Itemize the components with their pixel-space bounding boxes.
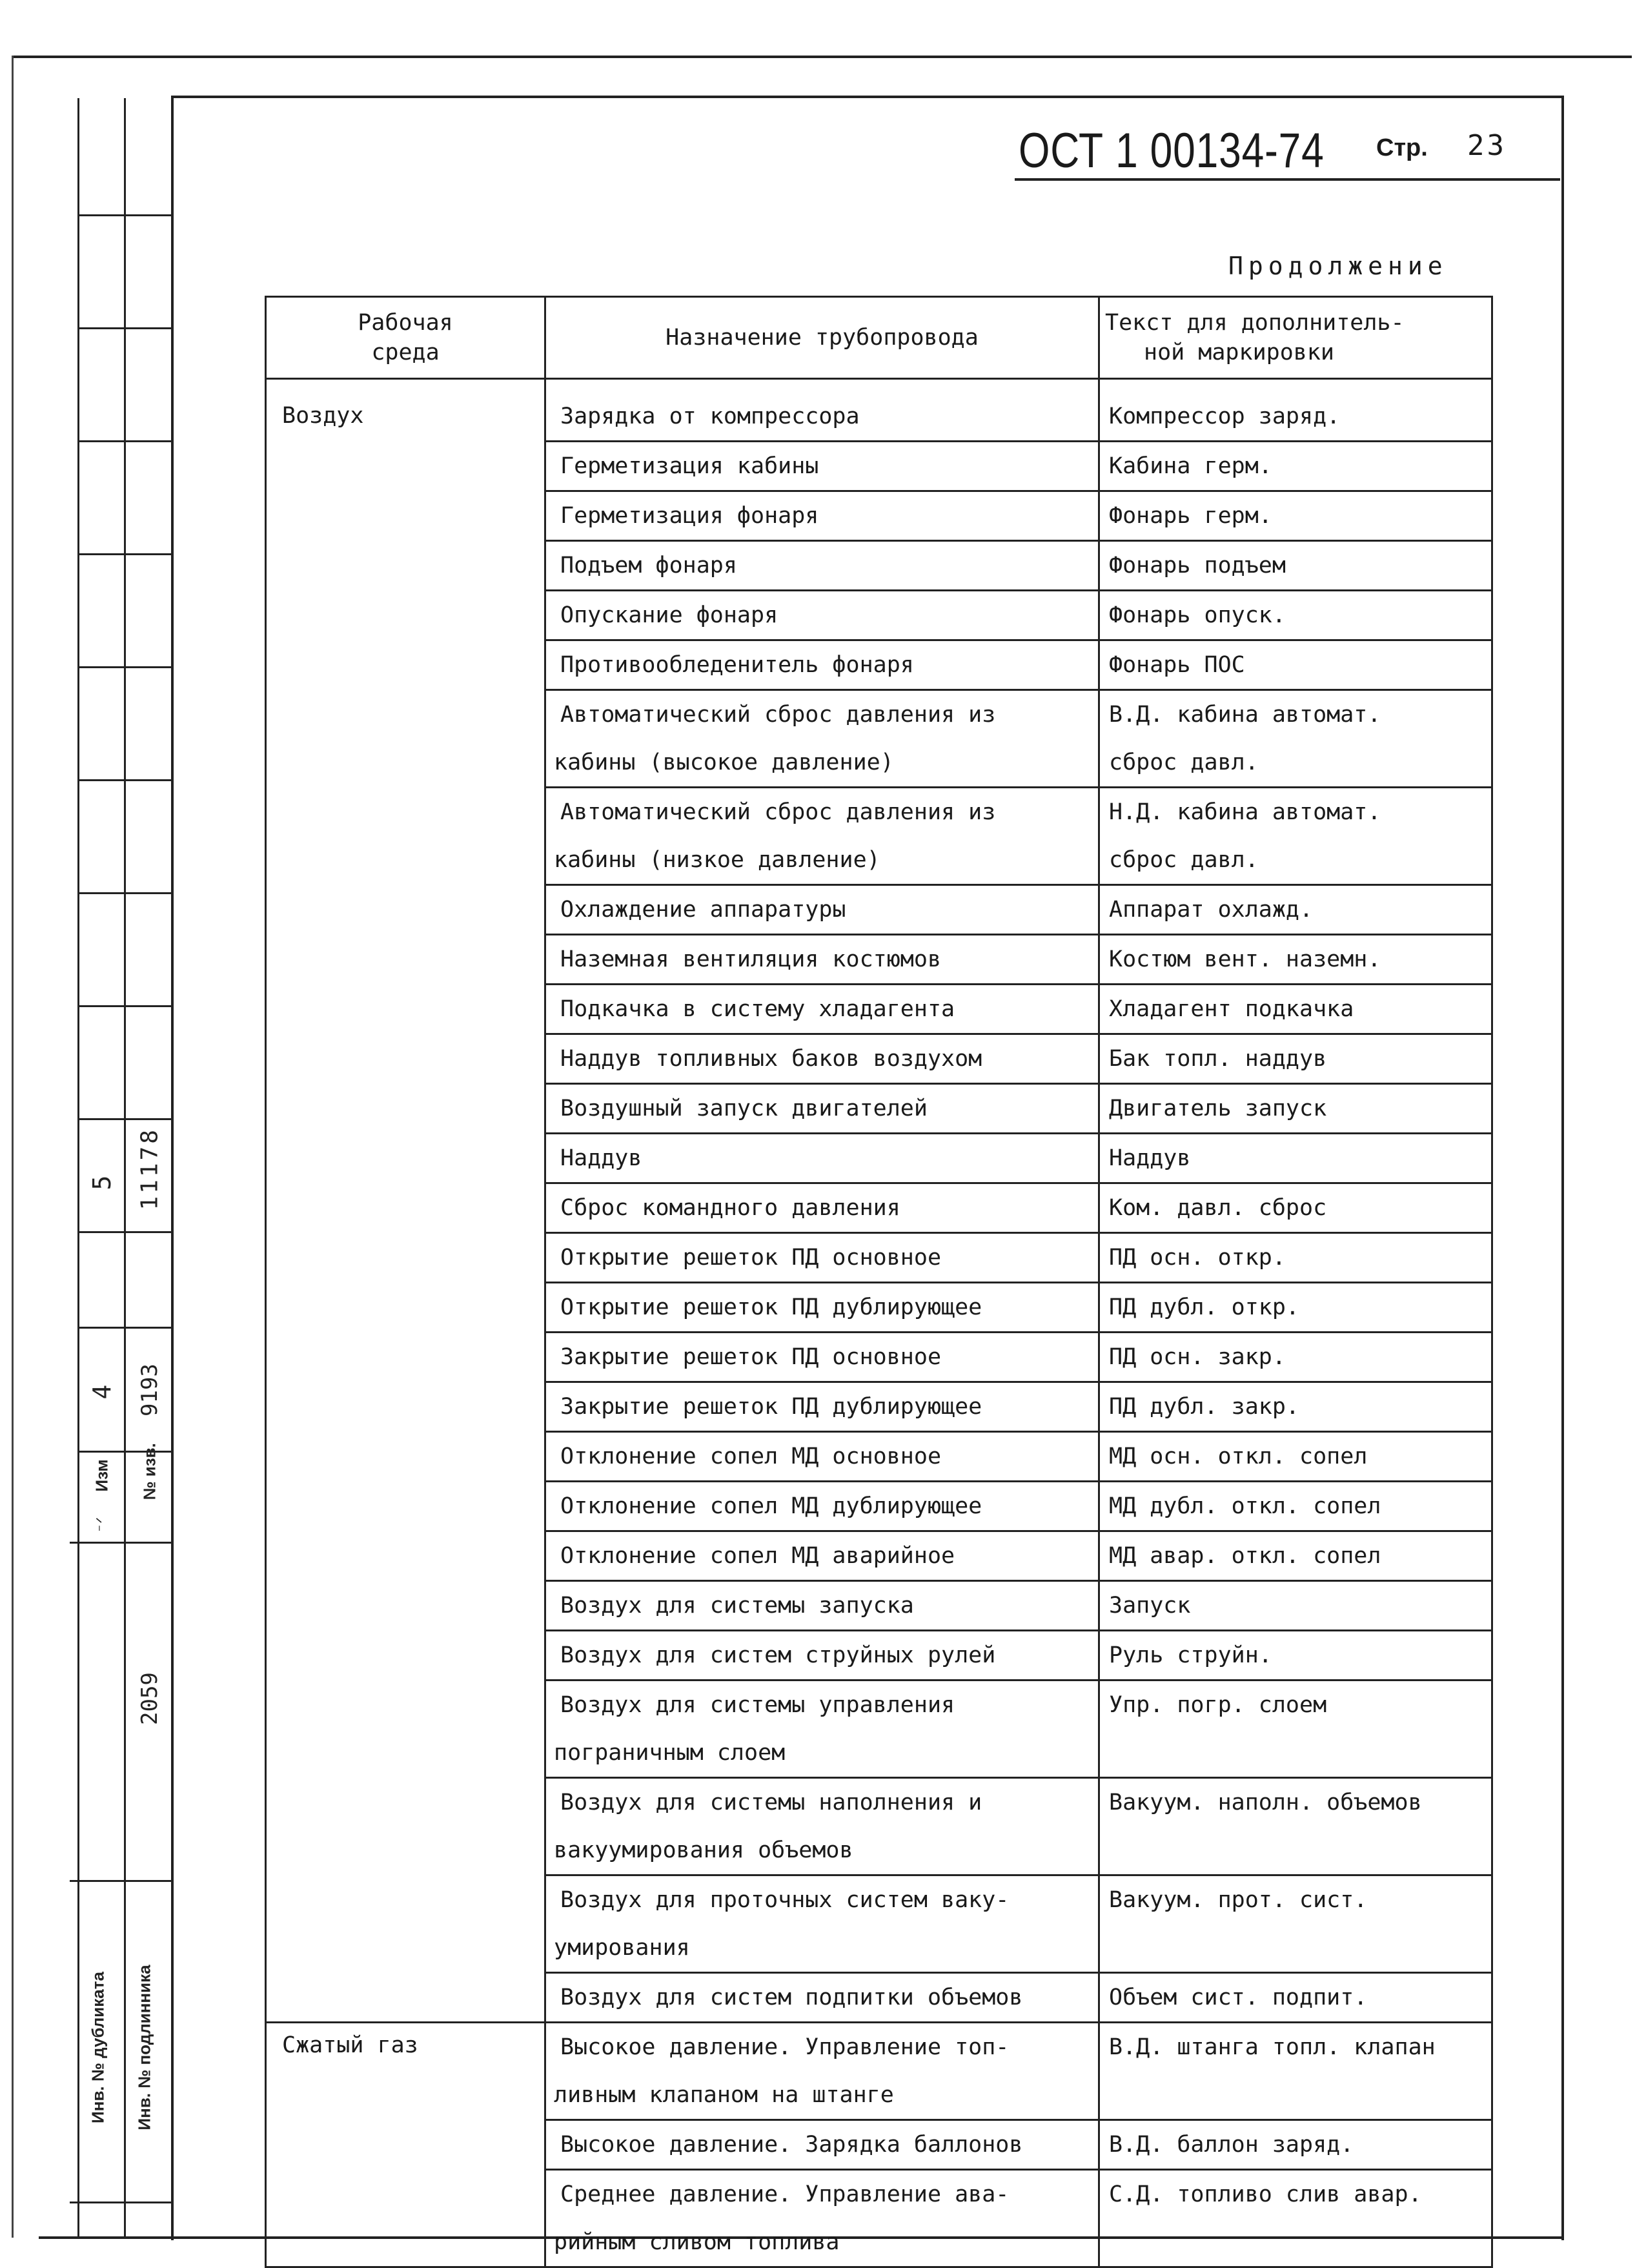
purpose-line: Наземная вентиляция костюмов	[560, 946, 942, 972]
marking-cell	[1099, 2120, 1492, 2170]
marking-line: Фонарь герм.	[1109, 503, 1272, 529]
purpose-line: Отклонение сопел МД аварийное	[560, 1543, 955, 1569]
purpose-line: Высокое давление. Зарядка баллонов	[560, 2132, 1023, 2158]
document-code-underline	[1015, 178, 1560, 181]
marking-line: Н.Д. кабина автомат.	[1109, 799, 1381, 825]
marking-line: Запуск	[1109, 1593, 1191, 1619]
marking-line: С.Д. топливо слив авар.	[1109, 2181, 1422, 2207]
side-stamp-divider	[77, 1118, 171, 1120]
document-code: ОСТ 1 00134-74	[1019, 123, 1325, 178]
side-stamp-divider	[70, 1542, 171, 1544]
purpose-line: Воздух для проточных систем ваку-	[560, 1887, 1010, 1913]
purpose-line: кабины (высокое давление)	[554, 750, 894, 775]
marking-line: ПД дубл. откр.	[1109, 1294, 1300, 1320]
marking-line: Бак топл. наддув	[1109, 1046, 1327, 1072]
purpose-cell	[545, 1681, 1099, 1778]
purpose-line: Воздух для системы управления	[560, 1692, 955, 1718]
side-stamp-line	[124, 98, 126, 2236]
purpose-cell	[545, 788, 1099, 885]
purpose-cell	[545, 1333, 1099, 1382]
marking-line: ПД осн. откр.	[1109, 1245, 1286, 1271]
purpose-cell	[545, 1531, 1099, 1581]
purpose-line: кабины (низкое давление)	[554, 847, 880, 873]
marking-cell	[1099, 1084, 1492, 1134]
marking-line: Вакуум. прот. сист.	[1109, 1887, 1368, 1913]
marking-line: Вакуум. наполн. объемов	[1109, 1790, 1422, 1815]
purpose-line: Охлаждение аппаратуры	[560, 897, 846, 923]
purpose-cell	[545, 591, 1099, 640]
marking-cell	[1099, 1875, 1492, 1973]
marking-line: Костюм вент. наземн.	[1109, 946, 1381, 972]
marking-line: МД авар. откл. сопел	[1109, 1543, 1381, 1569]
marking-line: МД осн. откл. сопел	[1109, 1444, 1368, 1469]
side-stamp	[77, 98, 171, 2236]
marking-table	[265, 296, 1493, 2268]
column-header-line: Текст для дополнитель-	[1105, 310, 1405, 336]
change-number-b: 5	[88, 1175, 116, 1190]
marking-cell	[1099, 1432, 1492, 1482]
column-header-line: ной маркировки	[1144, 340, 1335, 365]
side-stamp-divider	[77, 440, 171, 442]
purpose-cell	[545, 1183, 1099, 1233]
purpose-cell	[545, 1875, 1099, 1973]
purpose-line: Опускание фонаря	[560, 602, 778, 628]
marking-line: Упр. погр. слоем	[1109, 1692, 1327, 1718]
purpose-line: рийным сливом топлива	[554, 2229, 840, 2255]
marking-cell	[1099, 591, 1492, 640]
purpose-line: Среднее давление. Управление ава-	[560, 2181, 1010, 2207]
purpose-cell	[545, 2120, 1099, 2170]
marking-cell	[1099, 1382, 1492, 1432]
purpose-line: Герметизация кабины	[560, 453, 819, 479]
marking-line: Компрессор заряд.	[1109, 404, 1341, 429]
purpose-cell	[545, 690, 1099, 788]
purpose-line: Воздух для системы запуска	[560, 1593, 914, 1619]
marking-cell	[1099, 491, 1492, 541]
purpose-cell	[545, 491, 1099, 541]
purpose-line: Автоматический сброс давления из	[560, 702, 996, 728]
marking-line: Кабина герм.	[1109, 453, 1272, 479]
marking-line: ПД осн. закр.	[1109, 1344, 1286, 1370]
purpose-cell	[545, 1482, 1099, 1531]
side-stamp-divider	[77, 327, 171, 329]
purpose-line: Наддув топливных баков воздухом	[560, 1046, 982, 1072]
marking-line: В.Д. кабина автомат.	[1109, 702, 1381, 728]
table-header-row	[266, 297, 1492, 379]
marking-line: Наддув	[1109, 1145, 1191, 1171]
marking-cell	[1099, 1333, 1492, 1382]
marking-cell	[1099, 2023, 1492, 2120]
purpose-cell	[545, 1432, 1099, 1482]
side-stamp-divider	[77, 1005, 171, 1007]
marking-line: Фонарь ПОС	[1109, 652, 1245, 678]
marking-cell	[1099, 541, 1492, 591]
column-header-marking	[1099, 297, 1492, 379]
side-stamp-divider	[70, 1880, 171, 1882]
change-number-a: 4	[88, 1384, 116, 1400]
notice-label: № изв.	[139, 1443, 159, 1500]
duplicate-inventory-label: Инв. № дубликата	[88, 1972, 108, 2123]
marking-cell	[1099, 885, 1492, 935]
purpose-line: Закрытие решеток ПД дублирующее	[560, 1394, 982, 1420]
purpose-cell	[545, 541, 1099, 591]
purpose-cell	[545, 1973, 1099, 2023]
purpose-cell	[545, 2023, 1099, 2120]
page-label: Стр.	[1376, 134, 1428, 161]
purpose-line: Отклонение сопел МД основное	[560, 1444, 942, 1469]
side-stamp-divider	[77, 666, 171, 668]
marking-cell	[1099, 788, 1492, 885]
original-inventory-number: 2059	[137, 1672, 163, 1725]
marking-cell	[1099, 690, 1492, 788]
marking-line: Ком. давл. сброс	[1109, 1195, 1327, 1221]
purpose-cell	[545, 1034, 1099, 1084]
marking-cell	[1099, 379, 1492, 442]
purpose-cell	[545, 1631, 1099, 1681]
marking-cell	[1099, 442, 1492, 491]
purpose-line: умирования	[554, 1935, 690, 1961]
change-label: Изм	[92, 1459, 112, 1492]
marking-cell	[1099, 1134, 1492, 1183]
purpose-line: ливным клапаном на штанге	[554, 2082, 894, 2108]
purpose-line: Высокое давление. Управление топ-	[560, 2034, 1010, 2060]
page-edge-top	[12, 56, 1632, 58]
purpose-line: Открытие решеток ПД основное	[560, 1245, 942, 1271]
purpose-cell	[545, 1233, 1099, 1283]
purpose-line: вакуумирования объемов	[554, 1837, 853, 1863]
marking-line: Аппарат охлажд.	[1109, 897, 1314, 923]
page-edge-left	[12, 56, 14, 2238]
purpose-line: Подъем фонаря	[560, 553, 737, 578]
marking-cell	[1099, 1233, 1492, 1283]
side-stamp-line	[77, 98, 79, 2236]
marking-cell	[1099, 1283, 1492, 1333]
purpose-line: Открытие решеток ПД дублирующее	[560, 1294, 982, 1320]
purpose-cell	[545, 379, 1099, 442]
marking-line: МД дубл. откл. сопел	[1109, 1493, 1381, 1519]
marking-line: Двигатель запуск	[1109, 1096, 1327, 1121]
side-stamp-divider	[77, 1231, 171, 1233]
side-stamp-divider	[77, 214, 171, 216]
marking-cell	[1099, 1681, 1492, 1778]
purpose-cell	[545, 1084, 1099, 1134]
purpose-line: Воздух для системы наполнения и	[560, 1790, 982, 1815]
purpose-line: Герметизация фонаря	[560, 503, 819, 529]
purpose-line: Наддув	[560, 1145, 642, 1171]
purpose-line: Подкачка в систему хладагента	[560, 996, 955, 1022]
purpose-cell	[545, 1581, 1099, 1631]
purpose-cell	[545, 1778, 1099, 1875]
original-inventory-label: Инв. № подлинника	[134, 1965, 154, 2130]
purpose-line: Противообледенитель фонаря	[560, 652, 914, 678]
side-stamp-divider	[70, 2202, 171, 2203]
purpose-line: Воздушный запуск двигателей	[560, 1096, 928, 1121]
side-stamp-divider	[77, 553, 171, 555]
marking-line: Хладагент подкачка	[1109, 996, 1354, 1022]
purpose-line: Воздух для систем струйных рулей	[560, 1642, 996, 1668]
marking-cell	[1099, 1482, 1492, 1531]
marking-cell	[1099, 1183, 1492, 1233]
marking-line: В.Д. штанга топл. клапан	[1109, 2034, 1436, 2060]
purpose-cell	[545, 442, 1099, 491]
side-stamp-divider	[77, 892, 171, 894]
purpose-line: Автоматический сброс давления из	[560, 799, 996, 825]
marking-cell	[1099, 1034, 1492, 1084]
purpose-line: Отклонение сопел МД дублирующее	[560, 1493, 982, 1519]
marking-line: Объем сист. подпит.	[1109, 1985, 1368, 2010]
purpose-line: пограничным слоем	[554, 1740, 786, 1766]
marking-line: сброс давл.	[1109, 847, 1259, 873]
purpose-cell	[545, 885, 1099, 935]
marking-line: В.Д. баллон заряд.	[1109, 2132, 1354, 2158]
marking-cell	[1099, 935, 1492, 985]
marking-line: Фонарь опуск.	[1109, 602, 1286, 628]
marking-cell	[1099, 985, 1492, 1034]
marking-cell	[1099, 1631, 1492, 1681]
column-header-line: среда	[371, 340, 440, 365]
side-stamp-divider	[77, 1327, 171, 1329]
purpose-line: Зарядка от компрессора	[560, 404, 860, 429]
purpose-line: Закрытие решеток ПД основное	[560, 1344, 942, 1370]
table-body	[266, 379, 1492, 2267]
table-row	[266, 2023, 1492, 2120]
marking-line: Фонарь подъем	[1109, 553, 1286, 578]
column-header-medium	[266, 297, 545, 379]
change-mark: ⁻ᐟ	[93, 1517, 111, 1533]
purpose-cell	[545, 1382, 1099, 1432]
medium-cell: Сжатый газ	[266, 2023, 545, 2267]
marking-cell	[1099, 1581, 1492, 1631]
purpose-cell	[545, 985, 1099, 1034]
purpose-cell	[545, 640, 1099, 690]
marking-cell	[1099, 1973, 1492, 2023]
column-header-line: Назначение трубопровода	[666, 325, 979, 351]
marking-cell	[1099, 1531, 1492, 1581]
marking-cell	[1099, 1778, 1492, 1875]
notice-number-a: 9193	[137, 1364, 163, 1416]
side-stamp-divider	[77, 779, 171, 781]
table-row	[266, 379, 1492, 442]
column-header-line: Рабочая	[358, 310, 453, 336]
marking-line: сброс давл.	[1109, 750, 1259, 775]
marking-cell	[1099, 640, 1492, 690]
column-header-purpose	[545, 297, 1099, 379]
medium-cell: Воздух	[266, 379, 545, 2023]
purpose-cell	[545, 1134, 1099, 1183]
marking-line: Руль струйн.	[1109, 1642, 1272, 1668]
purpose-cell	[545, 935, 1099, 985]
purpose-line: Сброс командного давления	[560, 1195, 900, 1221]
continuation-label: Продолжение	[1228, 252, 1448, 280]
page-number: 23	[1467, 129, 1507, 162]
notice-number-b: 11178	[136, 1127, 163, 1211]
purpose-cell	[545, 1283, 1099, 1333]
marking-line: ПД дубл. закр.	[1109, 1394, 1300, 1420]
purpose-line: Воздух для систем подпитки объемов	[560, 1985, 1023, 2010]
